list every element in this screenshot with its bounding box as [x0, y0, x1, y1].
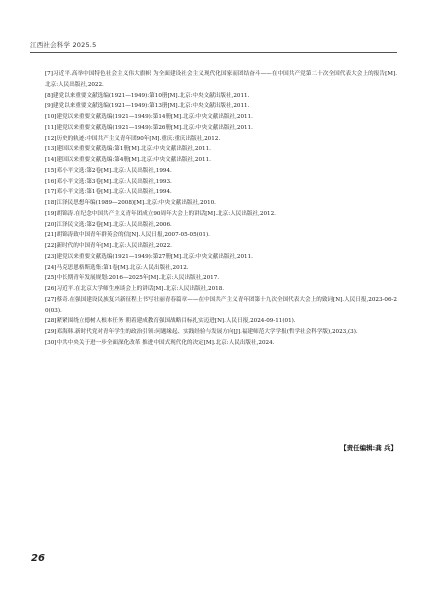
reference-item: [19]胡锦涛.在纪念中国共产主义青年团成立90周年大会上的讲话[M].北京:人民出版社,2012. [45, 210, 276, 217]
journal-header: 江西社会科学 2025.5 [30, 41, 97, 49]
reference-item: [9]建党以来重要文献选编(1921—1949):第13册[M].北京:中央文献出版社,2011. [45, 103, 250, 110]
reference-item: [7]习近平.高举中国特色社会主义伟大旗帜 为全面建设社会主义现代化国家而团结奋斗——在中国共产党第二十次全国代表大会上的报告[M].北京:人民出版社,2022. [45, 71, 397, 88]
page-number: 26 [31, 553, 45, 564]
reference-item: [25]中长期青年发展规划:2016—2025年[M].北京:人民出版社,2017. [45, 275, 220, 282]
responsible-editor: 【责任编辑:龚 兵】 [340, 444, 397, 452]
reference-item: [17]邓小平文选:第1卷[M].北京:人民出版社,1994. [45, 189, 172, 196]
reference-list [45, 69, 397, 349]
reference-item: [28]紧紧围绕立德树人根本任务 朝着建成教育强国战略目标扎实迈进[N].人民日报,2024-09-11(01). [45, 318, 296, 325]
reference-item: [8]建党以来重要文献选编(1921—1949):第10册[M].北京:中央文献出版社,2011. [45, 92, 250, 99]
reference-item: [22]新时代的中国青年[M].北京:人民出版社,2022. [45, 243, 172, 249]
reference-item: [12]历史的轨迹:中国共产主义青年团90年[M].重庆:重庆出版社,2012. [45, 135, 221, 142]
reference-item: [16]邓小平文选:第3卷[M].北京:人民出版社,1993. [45, 178, 172, 185]
reference-item: [29]邓海韩.新时代党对青年学生的政治引领:问题缘起、实践经验与发展方向[J].福建师范大学学报(哲学社会科学版),2023,(3). [45, 329, 358, 335]
reference-item: [23]建党以来重要文献选编(1921—1949):第27册[M].北京:中央文献出版社,2011. [45, 253, 253, 260]
reference-item: [18]江泽民思想年编(1989—2008)[M].北京:中央文献出版社,2010. [45, 200, 216, 206]
reference-item: [10]建党以来重要文献选编(1921—1949):第14册[M].北京:中央文献出版社,2011. [45, 114, 253, 120]
reference-item: [26]习近平.在北京大学师生座谈会上的讲话[M].北京:人民出版社,2018. [45, 286, 225, 292]
reference-item: [21]胡锦涛致中国青年群英会的信[N].人民日报,2007-05-05(01). [45, 232, 210, 239]
reference-item: [27]蔡奇.在强国建设民族复兴新征程上书写壮丽青春篇章——在中国共产主义青年团第十九次全国代表大会上的致词[N].人民日报,2023-06-20(03). [45, 296, 397, 314]
reference-item: [30]中共中央关于进一步全面深化改革 推进中国式现代化的决定[M].北京:人民出版社,2024. [45, 339, 275, 346]
reference-item: [13]建国以来重要文献选编:第1册[M].北京:中央文献出版社,2011. [45, 146, 211, 153]
reference-item: [20]江泽民文选:第2卷[M].北京:人民出版社,2006. [45, 221, 172, 228]
header-divider [30, 52, 397, 53]
reference-item: [14]建国以来重要文献选编:第4册[M].北京:中央文献出版社,2011. [45, 157, 211, 163]
reference-item: [15]邓小平文选:第2卷[M].北京:人民出版社,1994. [45, 167, 172, 174]
reference-item: [24]马克思恩格斯选集:第1卷[M].北京:人民出版社,2012. [45, 264, 189, 271]
reference-item: [11]建党以来重要文献选编(1921—1949):第26册[M].北京:中央文献出版社,2011. [45, 124, 253, 131]
